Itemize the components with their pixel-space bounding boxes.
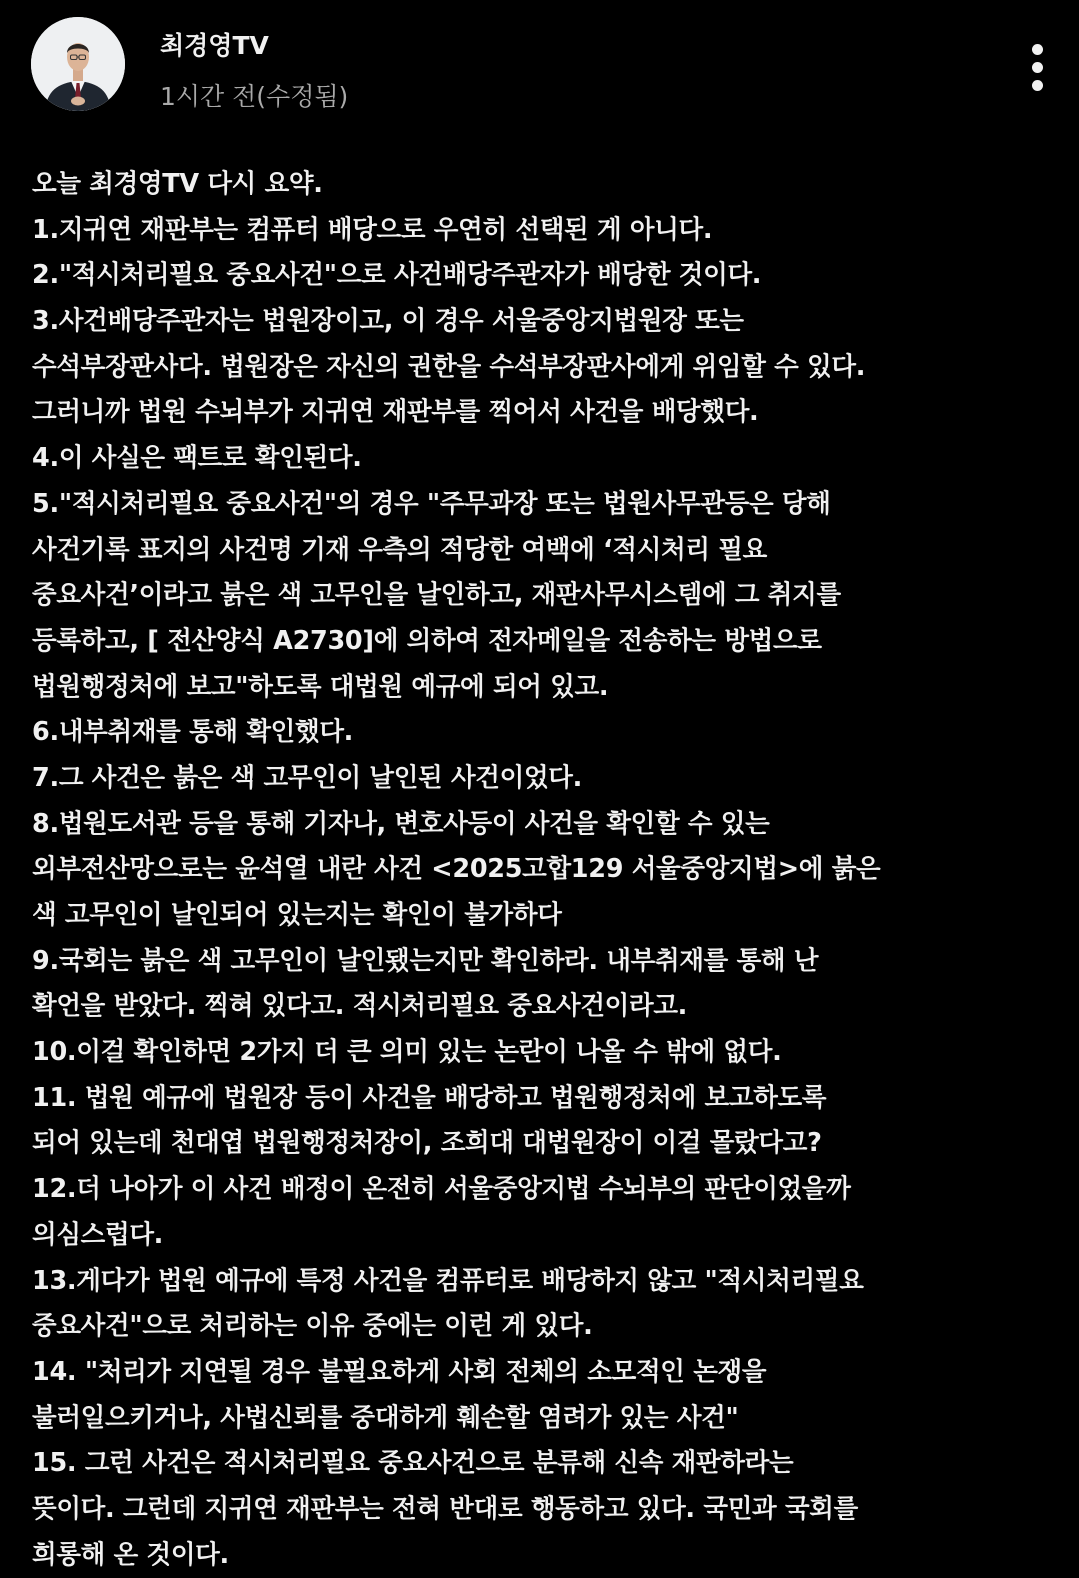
post-line: 색 고무인이 날인되어 있는지는 확인이 불가하다 (32, 900, 562, 930)
post-line: 4.이 사실은 팩트로 확인된다. (32, 443, 362, 474)
post-line: 1.지귀연 재판부는 컴퓨터 배당으로 우연히 선택된 게 아니다. (32, 214, 713, 245)
person-avatar-icon (31, 17, 125, 111)
post-line: 중요사건’이라고 붉은 색 고무인을 날인하고, 재판사무시스템에 그 취지를 (32, 580, 841, 611)
post-line: 되어 있는데 천대엽 법원행정처장이, 조희대 대법원장이 이걸 몰랐다고? (32, 1128, 822, 1159)
post-line: 12.더 나아가 이 사건 배정이 온전히 서울중앙지법 수뇌부의 판단이었을까 (32, 1174, 851, 1205)
post-line: 외부전산망으로는 윤석열 내란 사건 <2025고합129 서울중앙지법>에 붉은 (32, 854, 881, 885)
post-line: 10.이걸 확인하면 2가지 더 큰 의미 있는 논란이 나올 수 밖에 없다. (32, 1037, 782, 1068)
post-line: 의심스럽다. (32, 1219, 164, 1250)
post-line: 불러일으키거나, 사법신뢰를 중대하게 훼손할 염려가 있는 사건" (32, 1402, 739, 1433)
channel-avatar[interactable] (31, 17, 125, 111)
post-body (32, 162, 1052, 1578)
post-line: 법원행정처에 보고"하도록 대법원 예규에 되어 있고. (32, 671, 609, 702)
channel-name[interactable]: 최경영TV (160, 31, 269, 60)
post-line: 등록하고, [ 전산양식 A2730]에 의하여 전자메일을 전송하는 방법으로 (32, 625, 822, 656)
post-line: 희롱해 온 것이다. (32, 1539, 229, 1570)
post-line: 8.법원도서관 등을 통해 기자나, 변호사등이 사건을 확인할 수 있는 (32, 808, 770, 839)
post-header (0, 0, 1079, 140)
post-line: 6.내부취재를 통해 확인했다. (32, 717, 354, 748)
post-line: 14. "처리가 지연될 경우 불필요하게 사회 전체의 소모적인 논쟁을 (32, 1356, 767, 1387)
post-line: 13.게다가 법원 예규에 특정 사건을 컴퓨터로 배당하지 않고 "적시처리필요 (32, 1265, 864, 1296)
post-line: 확언을 받았다. 찍혀 있다고. 적시처리필요 중요사건이라고. (32, 991, 688, 1022)
post-line: 오늘 최경영TV 다시 요약. (32, 169, 323, 199)
post-line: 7.그 사건은 붉은 색 고무인이 날인된 사건이었다. (32, 762, 583, 793)
post-line: 사건기록 표지의 사건명 기재 우측의 적당한 여백에 ‘적시처리 필요 (32, 534, 768, 565)
post-line: 그러니까 법원 수뇌부가 지귀연 재판부를 찍어서 사건을 배당했다. (32, 397, 759, 428)
more-options-button[interactable] (1012, 38, 1064, 96)
post-line: 수석부장판사다. 법원장은 자신의 권한을 수석부장판사에게 위임할 수 있다. (32, 351, 866, 382)
post-line: 11. 법원 예규에 법원장 등이 사건을 배당하고 법원행정처에 보고하도록 (32, 1082, 827, 1113)
post-line: 5."적시처리필요 중요사건"의 경우 "주무과장 또는 법원사무관등은 당해 (32, 488, 831, 519)
post-line: 중요사건"으로 처리하는 이유 중에는 이런 게 있다. (32, 1311, 593, 1342)
post-line: 뜻이다. 그런데 지귀연 재판부는 전혀 반대로 행동하고 있다. 국민과 국회를 (32, 1493, 858, 1524)
post-line: 9.국회는 붉은 색 고무인이 날인됐는지만 확인하라. 내부취재를 통해 난 (32, 945, 819, 976)
post-line: 15. 그런 사건은 적시처리필요 중요사건으로 분류해 신속 재판하라는 (32, 1448, 794, 1479)
post-line: 2."적시처리필요 중요사건"으로 사건배당주관자가 배당한 것이다. (32, 260, 762, 291)
post-timestamp: 1시간 전(수정됨) (160, 82, 349, 111)
post-line: 3.사건배당주관자는 법원장이고, 이 경우 서울중앙지법원장 또는 (32, 306, 744, 337)
